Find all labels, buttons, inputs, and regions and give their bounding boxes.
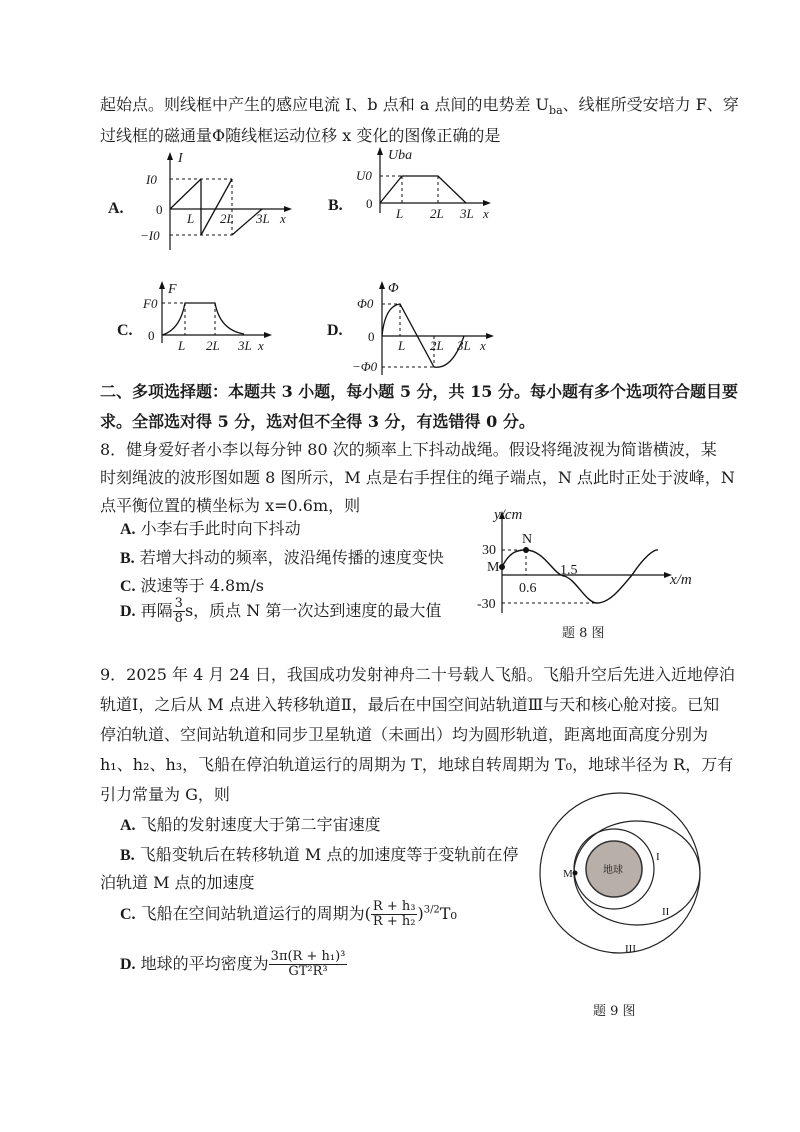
q8-option-c: C. 波速等于 4.8m/s [120,576,264,595]
svg-text:3L: 3L [457,338,471,353]
svg-text:地球: 地球 [603,865,623,876]
svg-text:−Φ0: −Φ0 [352,359,378,374]
q7-option-b-label: B. [328,197,343,214]
svg-text:x: x [258,338,264,353]
svg-text:L: L [178,338,186,353]
q8-stem-line3: 点平衡位置的横坐标为 x=0.6m，则 [100,496,361,515]
svg-text:III: III [625,943,636,955]
q9-option-c: C. 飞船在空间站轨道运行的周期为( $\frac{\text{R + h₃}}{\text{R + h₂}}$ )$^{3/2}$T₀ [120,899,457,929]
q9-option-d: D. 地球的平均密度为 $\frac{\text{3π(R + h₁)³}}{\text{GT²R³}}$ [120,949,346,979]
svg-text:2L: 2L [206,338,220,353]
q8-point-m: M [487,560,500,575]
svg-text:2L: 2L [430,206,444,221]
q9-stem-line3: 停泊轨道、空间站轨道和同步卫星轨道（未画出）均为圆形轨道，距离地面高度分别为 [100,725,709,744]
svg-text:x: x [483,206,489,221]
svg-text:0: 0 [366,196,373,211]
q9-orbit-figure [530,795,730,995]
q9-stem-line2: 轨道Ⅰ，之后从 M 点进入转移轨道Ⅱ，最后在中国空间站轨道Ⅲ与天和核心舱对接。已知 [100,695,720,714]
svg-text:Uba: Uba [388,148,413,163]
graph-a-ylabel: I [178,151,183,166]
q9-stem-line1: 9．2025 年 4 月 24 日，我国成功发射神舟二十号载人飞船。飞船升空后先进入近地停泊 [100,665,735,684]
q9-figure-caption: 题 9 图 [593,1004,636,1019]
svg-text:0: 0 [148,328,155,343]
q8-stem-line2: 时刻绳波的波形图如题 8 图所示，M 点是右手捏住的绳子端点，N 点此时正处于波峰，N [100,468,735,487]
q9-option-a: A. 飞船的发射速度大于第二宇宙速度 [120,815,381,834]
svg-text:2L: 2L [220,211,234,226]
svg-text:0: 0 [368,329,375,344]
q9-option-b-continued: 泊轨道 M 点的加速度 [100,873,255,892]
svg-text:3L: 3L [256,211,270,226]
svg-text:1.5: 1.5 [560,563,578,578]
svg-text:L: L [187,211,195,226]
svg-text:3L: 3L [460,206,474,221]
svg-text:x: x [280,211,286,226]
graph-a-ybot: −I0 [140,228,160,243]
q8-ylabel: y/cm [494,507,523,523]
q7-graph-d [352,278,502,378]
q8-stem-line1: 8．健身爱好者小李以每分钟 80 次的频率上下抖动战绳。假设将绳波视为简谐横波，某 [100,440,717,459]
svg-text:I: I [656,851,660,863]
svg-text:Φ0: Φ0 [357,296,374,311]
svg-text:L: L [396,206,404,221]
svg-text:F0: F0 [143,296,158,311]
svg-text:U0: U0 [356,168,372,183]
svg-text:0.6: 0.6 [519,581,537,596]
q7-option-d-label: D. [327,322,343,339]
q8-option-b: B. 若增大抖动的频率，波沿绳传播的速度变快 [120,548,444,567]
svg-text:0: 0 [156,202,163,217]
q7-stem-line2: 过线框的磁通量Φ随线框运动位移 x 变化的图像正确的是 [100,126,501,145]
q9-stem-line4: h₁、h₂、h₃，飞船在停泊轨道运行的周期为 T，地球自转周期为 T₀，地球半径为 R，万有 [100,755,734,774]
svg-text:3L: 3L [238,338,252,353]
q7-stem-line1: 起始点。则线框中产生的感应电流 I、b 点和 a 点间的电势差 $U_{ba}$、线框所受安培力 F、穿 [100,95,739,118]
q8-option-a: A. 小李右手此时向下抖动 [120,519,301,538]
q7-option-c-label: C. [117,322,133,339]
q7-graph-a [140,150,300,250]
q9-stem-line5: 引力常量为 G，则 [100,785,230,804]
q9-option-b: B. 飞船变轨后在转移轨道 M 点的加速度等于变轨前在停 [120,845,519,864]
svg-text:30: 30 [482,543,496,558]
section2-heading-line2: 求。全部选对得 5 分，选对但不全得 3 分，有选错得 0 分。 [100,412,535,431]
q8-figure-caption: 题 8 图 [562,626,605,641]
section2-heading-line1: 二、多项选择题：本题共 3 小题，每小题 5 分，共 15 分。每小题有多个选项符合题目要 [100,382,738,401]
q8-xlabel: x/m [670,572,692,588]
svg-text:x: x [480,338,486,353]
q7-graph-c [140,278,280,353]
q7-graph-b [352,145,502,225]
svg-text:2L: 2L [430,338,444,353]
svg-text:M: M [563,868,573,880]
svg-text:F: F [168,282,177,297]
svg-text:-30: -30 [477,597,496,612]
svg-text:Φ: Φ [388,281,399,296]
q8-option-d: D. 再隔 $\frac{3}{8}$ s，质点 N 第一次达到速度的最大值 [120,596,442,626]
graph-a-ytop: I0 [146,172,157,187]
svg-text:II: II [662,906,670,918]
q8-point-n: N [522,532,533,547]
q7-option-a-label: A. [108,200,124,217]
q8-wave-figure [472,505,712,615]
svg-text:L: L [398,338,406,353]
